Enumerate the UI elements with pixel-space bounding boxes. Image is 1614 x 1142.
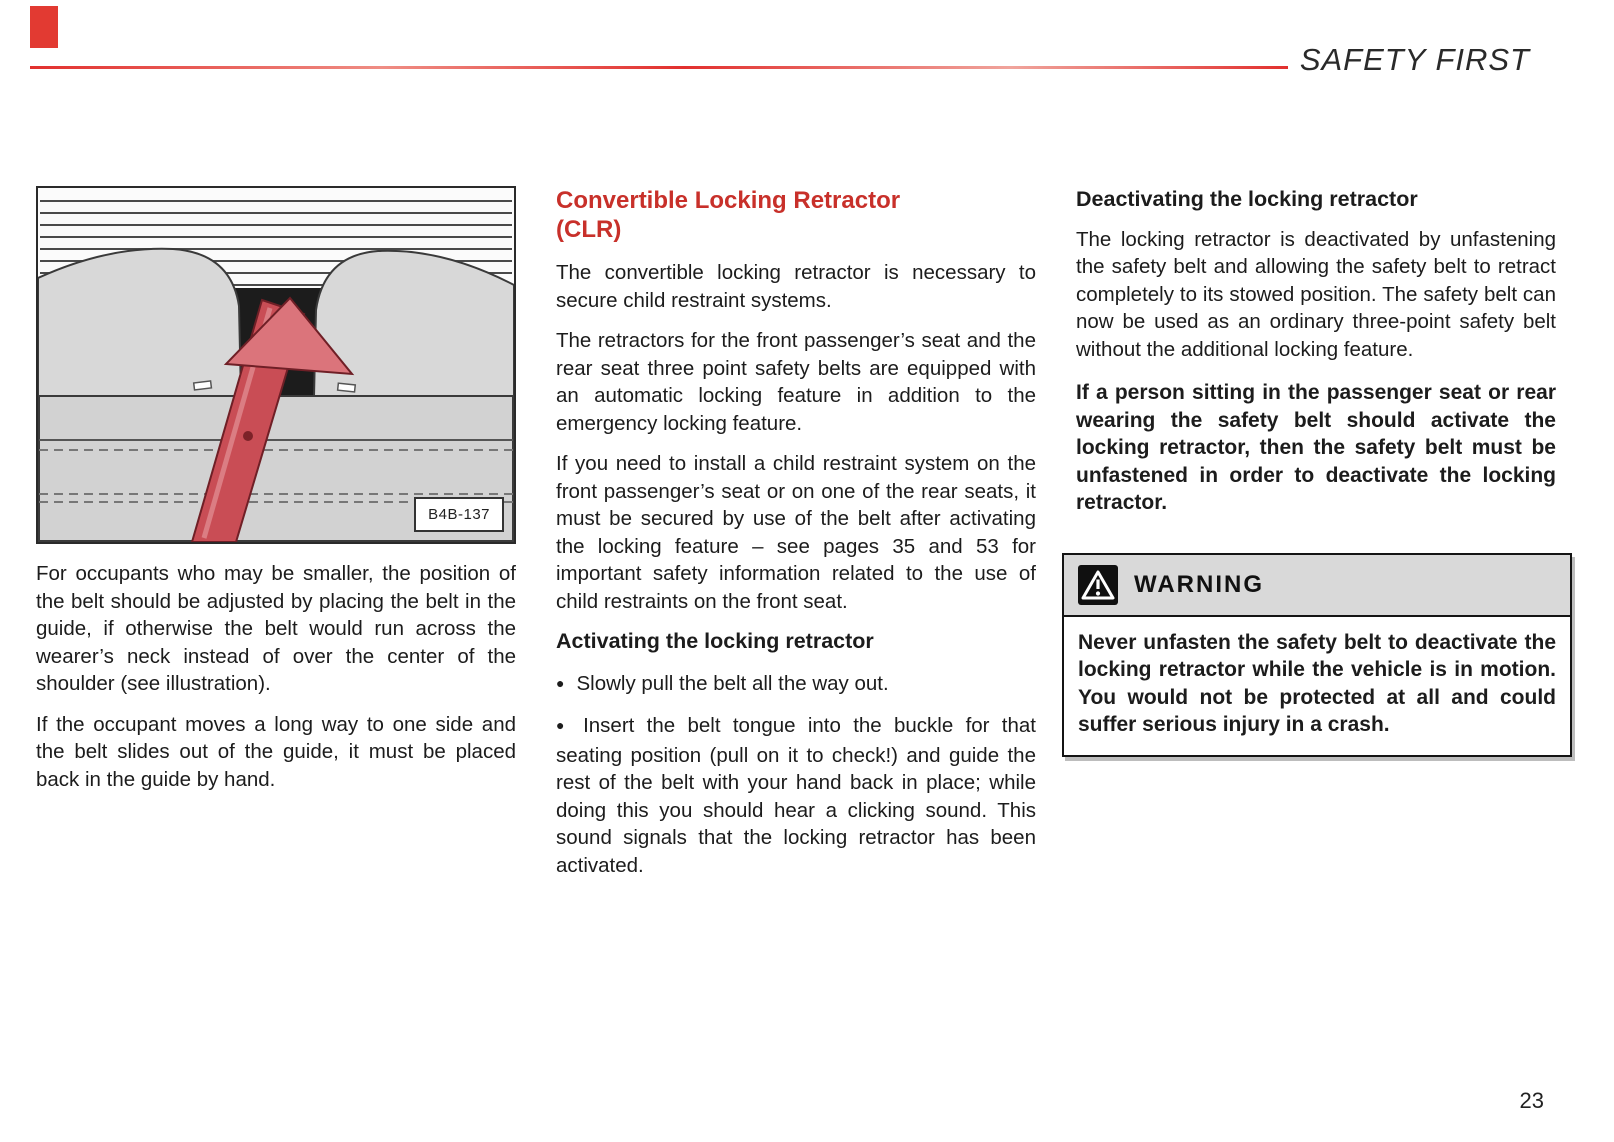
bullet-icon: ● (556, 717, 572, 733)
warning-title: WARNING (1134, 570, 1264, 598)
left-seat-bolster (38, 249, 241, 396)
warning-header (1064, 555, 1570, 617)
section-heading-clr (556, 186, 1036, 244)
belt-guide-slot-right (338, 383, 356, 392)
section-heading-deactivating: Deactivating the locking retractor (1076, 187, 1418, 211)
bullet-text: Slowly pull the belt all the way out. (576, 671, 889, 695)
paragraph: The locking retractor is deactivated by unfastening the safety belt and allowing the safety belt to retract completely to its stowed position. The safety belt can now be used as an ordinary three-point safety belt without the additional locking feature. (1076, 227, 1556, 361)
belt-guide-figure (36, 186, 516, 544)
emphasis-paragraph: If a person sitting in the passenger seat or rear wearing the safety belt should activate the locking retractor, then the safety belt must be unfastened in order to deactivate the locking retractor. (1076, 381, 1556, 514)
warning-icon (1078, 565, 1118, 605)
page-header-title: SAFETY FIRST (1299, 42, 1530, 77)
heading-line: (CLR) (556, 216, 622, 243)
bullet-text: Insert the belt tongue into the buckle for that seating position (pull on it to check!) and guide the rest of the belt with your hand back in place; while doing this you should hear a clicking sound. This sound signals that the locking retractor has been activated. (556, 714, 1036, 877)
bullet-icon: ● (556, 674, 565, 691)
subsection-heading-activating: Activating the locking retractor (556, 629, 874, 653)
paragraph: The convertible locking retractor is necessary to secure child restraint systems. (556, 261, 1036, 312)
left-column (36, 186, 516, 892)
heading-line: Convertible Locking Retractor (556, 187, 901, 214)
belt-guide-illustration (38, 188, 514, 542)
paragraph: The retractors for the front passenger’s seat and the rear seat three point safety belts are equipped with an automatic locking feature in addition to the emergency locking feature. (556, 329, 1036, 435)
bullet-item (556, 670, 1036, 700)
bullet-item (556, 712, 1036, 879)
paragraph: If the occupant moves a long way to one side and the belt slides out of the guide, it must be placed back in the guide by hand. (36, 712, 516, 791)
page-number: 23 (1519, 1088, 1544, 1113)
figure-label: B4B-137 (414, 497, 504, 533)
middle-column (556, 186, 1036, 892)
warning-body: Never unfasten the safety belt to deactivate the locking retractor while the vehicle is in motion. You would not be protected at all and could suffer serious injury in a crash. (1078, 630, 1556, 736)
content-columns (36, 186, 1556, 892)
red-corner-block (30, 6, 58, 48)
right-column (1076, 186, 1556, 892)
warning-box (1062, 553, 1572, 757)
belt-guide-slot-left (194, 381, 212, 390)
paragraph: If you need to install a child restraint system on the front passenger’s seat or on one of the rear seats, it must be secured by use of the belt after activating the locking feature – see pages 35 and 53 for important safety information related to the use of child restraints on the front seat. (556, 452, 1036, 613)
paragraph: For occupants who may be smaller, the position of the belt should be adjusted by placing the belt in the guide, if otherwise the belt would run across the wearer’s neck instead of over the center of the shoulder (see illustration). (36, 562, 516, 695)
header-rule (30, 66, 1288, 69)
